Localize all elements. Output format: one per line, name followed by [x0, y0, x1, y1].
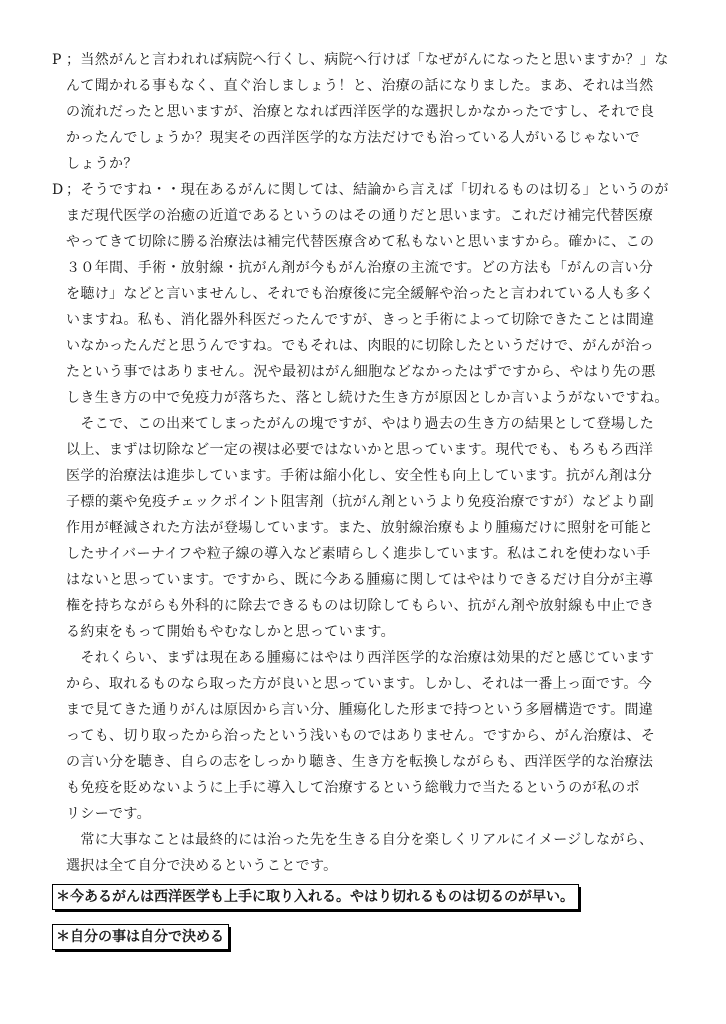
p-line: ；当然がんと言われれば病院へ行くし、病院へ行けば「なぜがんになったと思いますか？」な: [66, 52, 669, 68]
d-line: まだ現代医学の治癒の近道であるというのはその通りだと思います。これだけ補完代替医療: [66, 208, 654, 224]
d-line: 作用が軽減された方法が登場しています。また、放射線治療もより腫瘍だけに照射を可能と: [66, 520, 654, 536]
d-line: そこで、この出来てしまったがんの塊ですが、やはり過去の生き方の結果として登場した: [66, 416, 655, 432]
d-line: っても、切り取ったから治ったという浅いものではありません。ですから、がん治療は、そ: [66, 728, 656, 744]
d-line: も免疫を貶めないように上手に導入して治療するという総戦力で当たるというのが私のポ: [66, 780, 640, 796]
d-line: はないと思っています。ですから、既に今ある腫瘍に関してはやはりできるだけ自分が主導: [66, 572, 654, 588]
d-line: それくらい、まずは現在ある腫瘍にはやはり西洋医学的な治療は効果的だと感じています: [66, 650, 655, 666]
d-line: る約束をもって開始もやむなしかと思っています。: [66, 624, 395, 640]
d-line: たという事ではありません。況や最初はがん細胞などなかったはずですから、やはり先の悪: [66, 364, 656, 380]
d-line: 子標的薬や免疫チェックポイント阻害剤（抗がん剤というより免疫治療ですが）などより副: [66, 494, 654, 510]
d-line: 以上、まずは切除など一定の禊は必要ではないかと思っています。現代でも、もろもろ西洋: [66, 442, 654, 458]
d-line: を聴け」などと言いませんし、それでも治療後に完全緩解や治ったと言われている人も多く: [66, 286, 655, 302]
p-line: しょうか？: [66, 156, 138, 172]
p-line: んて聞かれる事もなく、直ぐ治しましょう！と、治療の話になりました。まあ、それは当然: [66, 78, 654, 94]
d-line: 権を持ちながらも外科的に除去できるものは切除してもらい、抗がん剤や放射線も中止でき: [66, 598, 655, 614]
d-line: から、取れるものなら取った方が良いと思っています。しかし、それは一番上っ面です。今: [66, 676, 653, 692]
summary-box: ＊今あるがんは西洋医学も上手に取り入れる。やはり切れるものは切るのが早い。: [52, 884, 579, 910]
d-line: リシーです。: [66, 806, 151, 822]
p-line: の流れだったと思いますが、治療となれば西洋医学的な選択しかなかったですし、それで良: [66, 104, 655, 120]
d-label: D: [52, 182, 64, 198]
d-line: ；そうですね・・現在あるがんに関しては、結論から言えば「切れるものは切る」というのが: [66, 182, 669, 198]
d-line: ３０年間、手術・放射線・抗がん剤が今もがん治療の主流です。どの方法も「がんの言い分: [66, 260, 654, 276]
d-section: [52, 177, 692, 887]
d-line: 医学的治療法は進歩しています。手術は縮小化し、安全性も向上しています。抗がん剤は分: [66, 468, 653, 484]
d-line: しき生き方の中で免疫力が落ちた、落とし続けた生き方が原因としか言いようがないですね。: [66, 390, 669, 406]
d-line: の言い分を聴き、自らの志をしっかり聴き、生き方を転換しながらも、西洋医学的な治療法: [66, 754, 654, 770]
d-line: いますね。私も、消化器外科医だったんですが、きっと手術によって切除できたことは間違: [66, 312, 655, 328]
d-line: やってきて切除に勝る治療法は補完代替医療含めて私もないと思いますから。確かに、この: [66, 234, 655, 250]
d-line: まで見てきた通りがんは原因から言い分、腫瘍化した形まで持つという多層構造です。間違: [66, 702, 654, 718]
p-label: P: [52, 52, 62, 68]
p-line: かったんでしょうか？現実その西洋医学的な方法だけでも治っている人がいるじゃないで: [66, 130, 640, 146]
d-line: 常に大事なことは最終的には治った先を生きる自分を楽しくリアルにイメージしながら、: [66, 832, 654, 848]
p-section: [52, 47, 692, 182]
d-line: 選択は全て自分で決めるということです。: [66, 858, 338, 874]
d-line: いなかったんだと思うんですね。でもそれは、肉眼的に切除したというだけで、がんが治っ: [66, 338, 655, 354]
summary-box: ＊自分の事は自分で決める: [52, 924, 229, 950]
d-line: したサイバーナイフや粒子線の導入など素晴らしく進歩しています。私はこれを使わない手: [66, 546, 651, 562]
